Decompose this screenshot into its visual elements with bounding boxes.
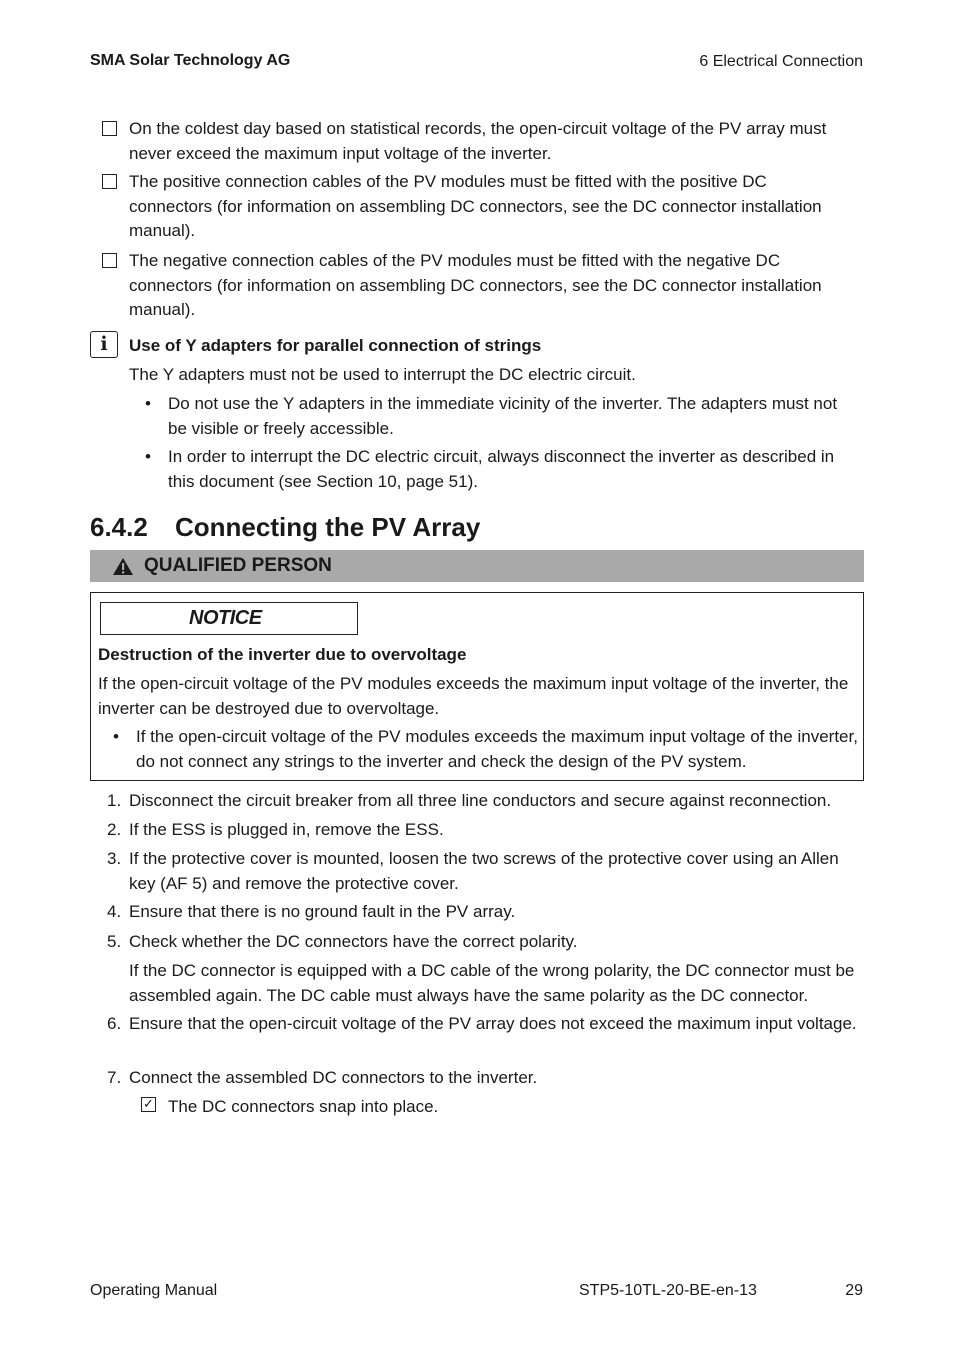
step-text: Ensure that there is no ground fault in the PV array. bbox=[129, 902, 516, 921]
warning-triangle-icon bbox=[112, 557, 134, 576]
header-chapter: 6 Electrical Connection bbox=[699, 53, 863, 70]
info-title: Use of Y adapters for parallel connection of strings bbox=[129, 336, 542, 355]
step-number: 4. bbox=[107, 902, 122, 921]
footer-document: Operating Manual bbox=[90, 1282, 218, 1299]
info-body: The Y adapters must not be used to interrupt the DC electric circuit. bbox=[129, 365, 636, 384]
notice-body: If the open-circuit voltage of the PV modules exceeds the maximum input voltage of the inverter, the inverter can be destroyed due to overvoltage. bbox=[98, 674, 849, 718]
requirement-checkbox bbox=[102, 253, 117, 268]
step-result: The DC connectors snap into place. bbox=[168, 1097, 439, 1116]
checked-box-icon: ✓ bbox=[141, 1097, 156, 1112]
step-note: If the DC connector is equipped with a DC cable of the wrong polarity, the DC connector must be assembled again. The DC cable must always have the same polarity as the DC connector. bbox=[129, 961, 855, 1005]
requirement-text: The positive connection cables of the PV modules must be fitted with the positive DC connectors (for information on assembling DC connectors, see the DC connector installation manual). bbox=[129, 172, 822, 240]
section-number: 6.4.2 bbox=[90, 512, 148, 542]
step-text: Connect the assembled DC connectors to the inverter. bbox=[129, 1068, 538, 1087]
bullet-dot-icon: • bbox=[113, 727, 119, 746]
step-number: 6. bbox=[107, 1014, 122, 1033]
header-company: SMA Solar Technology AG bbox=[90, 52, 291, 69]
section-heading bbox=[90, 512, 480, 543]
section-title: Connecting the PV Array bbox=[175, 512, 481, 542]
step-text: Check whether the DC connectors have the correct polarity. bbox=[129, 932, 578, 951]
step-number: 5. bbox=[107, 932, 122, 951]
notice-bullet: If the open-circuit voltage of the PV modules exceeds the maximum input voltage of the inverter, do not connect any strings to the inverter and check the design of the PV system. bbox=[136, 727, 858, 771]
requirement-text: The negative connection cables of the PV modules must be fitted with the negative DC connectors (for information on assembling DC connectors, see the DC connector installation manual). bbox=[129, 251, 822, 319]
notice-box bbox=[90, 592, 864, 781]
step-text: Ensure that the open-circuit voltage of the PV array does not exceed the maximum input voltage. bbox=[129, 1014, 857, 1033]
requirement-checkbox bbox=[102, 174, 117, 189]
step-text: If the ESS is plugged in, remove the ESS. bbox=[129, 820, 444, 839]
notice-label: NOTICE bbox=[189, 607, 262, 629]
bullet-dot-icon: • bbox=[145, 447, 151, 466]
qualified-person-label: QUALIFIED PERSON bbox=[144, 555, 332, 576]
bullet-dot-icon: • bbox=[145, 394, 151, 413]
qualified-person-bar bbox=[90, 550, 864, 582]
notice-label-box bbox=[100, 602, 358, 635]
step-number: 1. bbox=[107, 791, 122, 810]
notice-title: Destruction of the inverter due to overvoltage bbox=[98, 645, 467, 664]
step-text: Disconnect the circuit breaker from all three line conductors and secure against reconnection. bbox=[129, 791, 832, 810]
info-bullet: In order to interrupt the DC electric circuit, always disconnect the inverter as described in this document (see Section 10, page 51). bbox=[168, 447, 835, 491]
footer-doc-code: STP5-10TL-20-BE-en-13 bbox=[579, 1282, 757, 1299]
step-number: 3. bbox=[107, 849, 122, 868]
step-number: 2. bbox=[107, 820, 122, 839]
requirement-text: On the coldest day based on statistical records, the open-circuit voltage of the PV array must never exceed the maximum input voltage of the inverter. bbox=[129, 119, 827, 163]
step-text: If the protective cover is mounted, loosen the two screws of the protective cover using an Allen key (AF 5) and remove the protective cover. bbox=[129, 849, 839, 893]
info-icon: i bbox=[90, 331, 118, 358]
info-bullet: Do not use the Y adapters in the immediate vicinity of the inverter. The adapters must not be visible or freely accessible. bbox=[168, 394, 838, 438]
requirement-checkbox bbox=[102, 121, 117, 136]
step-number: 7. bbox=[107, 1068, 122, 1087]
page-number: 29 bbox=[845, 1282, 863, 1299]
